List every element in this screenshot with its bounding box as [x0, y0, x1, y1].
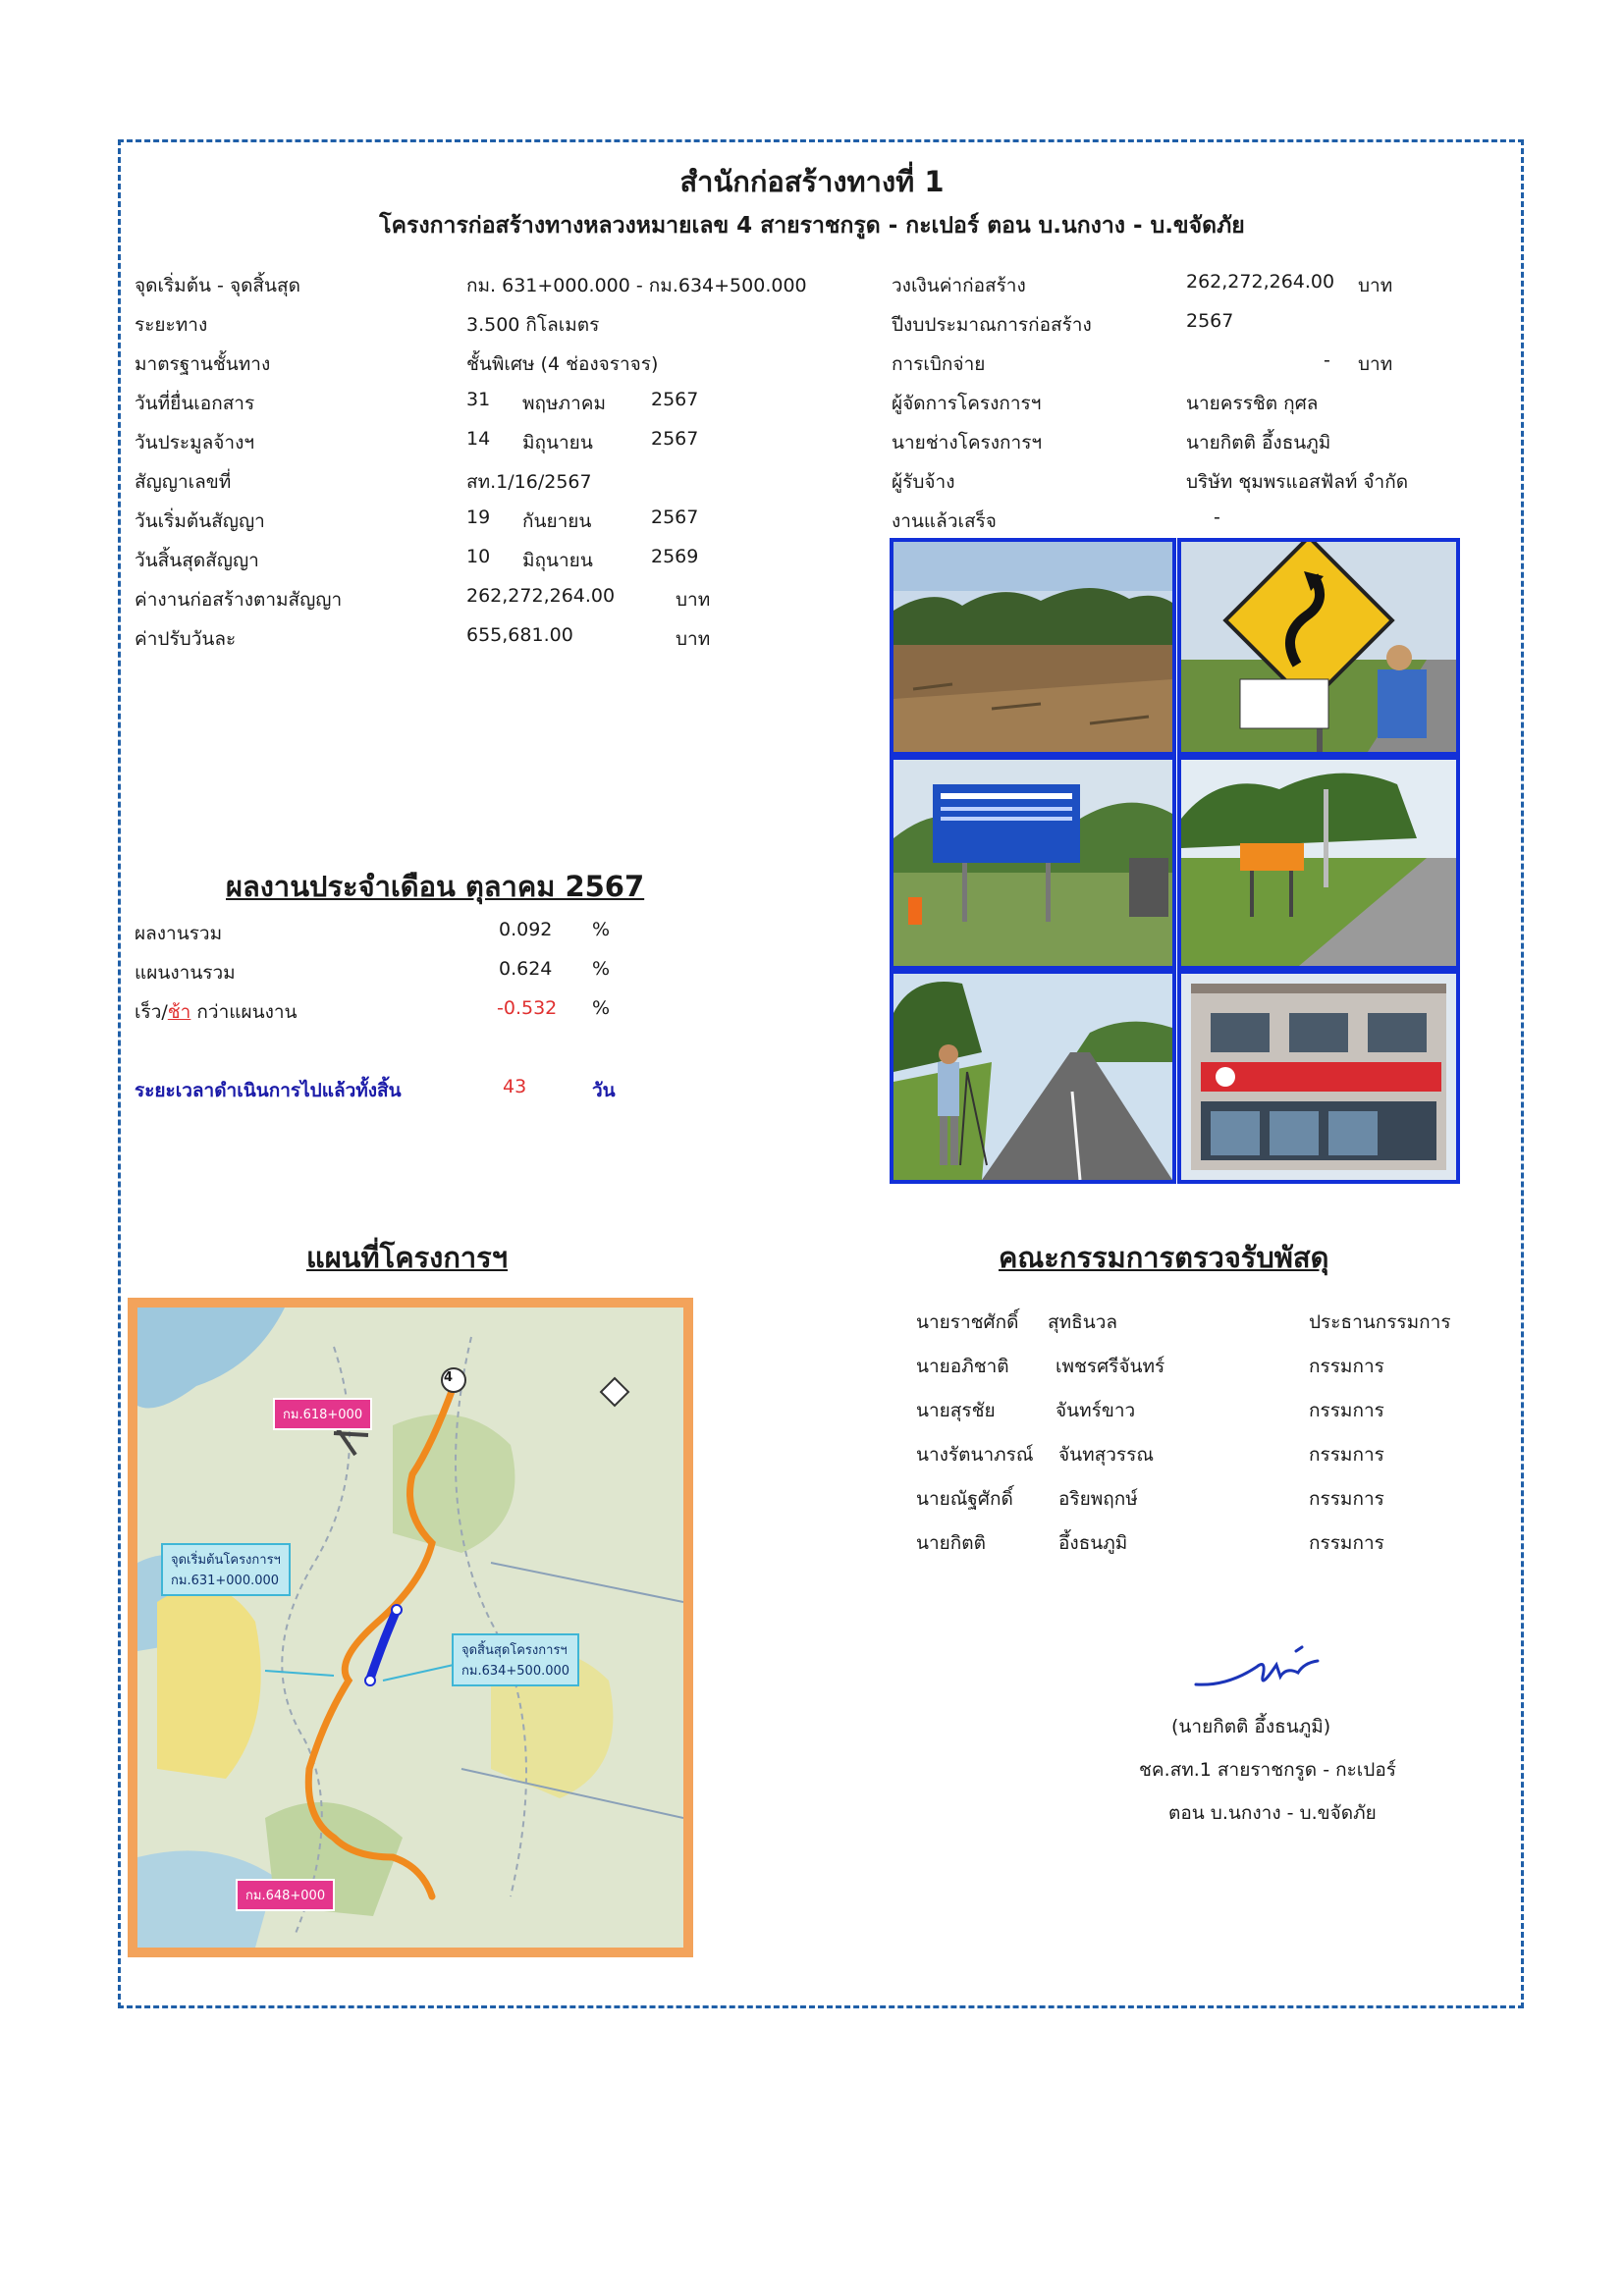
map-tag-end: [452, 1633, 579, 1686]
member-first-name: นายสุรชัย: [916, 1400, 996, 1421]
info-value: นายกิตติ อึ้งธนภูมิ: [1186, 432, 1331, 454]
page-title: สำนักก่อสร้างทางที่ 1: [679, 165, 945, 198]
info-value: 262,272,264.00: [466, 585, 616, 607]
info-year: 2567: [651, 507, 699, 528]
monthly-row-label: แผนงานรวม: [135, 962, 236, 984]
member-last-name: อริยพฤกษ์: [1058, 1488, 1138, 1510]
monthly-row-value: 0.092: [499, 919, 553, 940]
info-label: วงเงินค่าก่อสร้าง: [892, 275, 1026, 296]
monthly-row-unit: %: [592, 958, 611, 980]
monthly-diff-label: [135, 997, 298, 1027]
map-tag-top: กม.618+000: [273, 1398, 372, 1430]
map-heading: แผนที่โครงการฯ: [306, 1241, 509, 1274]
info-value: นายครรชิต กุศล: [1186, 393, 1319, 414]
info-value: ชั้นพิเศษ (4 ช่องจราจร): [466, 353, 659, 375]
map-drawing: [137, 1308, 683, 1948]
info-label: มาตรฐานชั้นทาง: [135, 353, 271, 375]
map-tag-start-line2: กม.631+000.000: [171, 1574, 280, 1588]
info-label: นายช่างโครงการฯ: [892, 432, 1043, 454]
member-last-name: สุทธินวล: [1048, 1311, 1118, 1333]
photo-roadside-sign: [1177, 756, 1460, 970]
info-day: 31: [466, 389, 491, 410]
info-label: ค่างานก่อสร้างตามสัญญา: [135, 589, 343, 611]
info-value: สท.1/16/2567: [466, 471, 592, 493]
member-role: ประธานกรรมการ: [1309, 1311, 1451, 1333]
handwritten-signature: [1188, 1637, 1335, 1696]
info-value: -: [1324, 349, 1330, 371]
photo-surveyor: [890, 970, 1176, 1184]
info-label: ค่าปรับวันละ: [135, 628, 237, 650]
info-label: ผู้จัดการโครงการฯ: [892, 393, 1042, 414]
info-value: 2567: [1186, 310, 1234, 332]
map-tag-end-line2: กม.634+500.000: [461, 1664, 570, 1679]
info-value: 655,681.00: [466, 624, 573, 646]
info-label: ระยะทาง: [135, 314, 208, 336]
monthly-row-unit: %: [592, 919, 611, 940]
map-tag-end-line1: จุดสิ้นสุดโครงการฯ: [461, 1643, 568, 1658]
info-value: บริษัท ชุมพรแอสฟัลท์ จำกัด: [1186, 471, 1409, 493]
info-label: วันที่ยื่นเอกสาร: [135, 393, 255, 414]
info-year: 2567: [651, 389, 699, 410]
diff-late: ช้า: [167, 1001, 191, 1023]
member-first-name: นางรัตนาภรณ์: [916, 1444, 1034, 1466]
info-label: สัญญาเลขที่: [135, 471, 232, 493]
info-day: 19: [466, 507, 491, 528]
member-first-name: นายราชศักดิ์: [916, 1311, 1019, 1333]
diff-suffix: กว่าแผนงาน: [190, 1001, 298, 1023]
member-role: กรรมการ: [1309, 1356, 1384, 1377]
elapsed-label: ระยะเวลาดำเนินการไปแล้วทั้งสิ้น: [135, 1080, 402, 1101]
info-day: 14: [466, 428, 491, 450]
monthly-heading: ผลงานประจำเดือน ตุลาคม 2567: [226, 870, 645, 903]
photo-curve-sign: [1177, 538, 1460, 756]
member-first-name: นายอภิชาติ: [916, 1356, 1009, 1377]
member-last-name: อึ้งธนภูมิ: [1058, 1532, 1128, 1554]
member-last-name: จันทร์ขาว: [1056, 1400, 1136, 1421]
photo-project-signboard: [890, 756, 1176, 970]
signer-section: ตอน บ.นกงาง - บ.ขจัดภัย: [1168, 1802, 1377, 1824]
info-unit: บาท: [1358, 353, 1393, 375]
member-role: กรรมการ: [1309, 1532, 1384, 1554]
info-label: วันเริ่มต้นสัญญา: [135, 510, 265, 532]
monthly-diff-unit: %: [592, 997, 611, 1019]
member-role: กรรมการ: [1309, 1444, 1384, 1466]
info-unit: บาท: [1358, 275, 1393, 296]
member-first-name: นายณัฐศักดิ์: [916, 1488, 1013, 1510]
project-title: โครงการก่อสร้างทางหลวงหมายเลข 4 สายราชกรูด - กะเปอร์ ตอน บ.นกงาง - บ.ขจัดภัย: [379, 213, 1245, 239]
info-label: ผู้รับจ้าง: [892, 471, 955, 493]
info-value: 262,272,264.00: [1186, 271, 1335, 293]
info-year: 2569: [651, 546, 699, 567]
diff-prefix: เร็ว/: [135, 1001, 168, 1023]
info-value: 3.500 กิโลเมตร: [466, 314, 600, 336]
member-last-name: จันทสุวรรณ: [1058, 1444, 1154, 1466]
info-day: 10: [466, 546, 491, 567]
info-unit: บาท: [676, 589, 711, 611]
info-value: -: [1214, 507, 1220, 528]
map-tag-bottom: กม.648+000: [236, 1879, 335, 1911]
committee-heading: คณะกรรมการตรวจรับพัสดุ: [999, 1241, 1329, 1274]
route-number: 4: [444, 1370, 454, 1385]
info-month: มิถุนายน: [522, 432, 593, 454]
info-label: ปีงบประมาณการก่อสร้าง: [892, 314, 1092, 336]
info-label: วันสิ้นสุดสัญญา: [135, 550, 259, 571]
signer-position: ชค.สท.1 สายราชกรูด - กะเปอร์: [1139, 1759, 1396, 1781]
member-role: กรรมการ: [1309, 1400, 1384, 1421]
member-last-name: เพชรศรีจันทร์: [1056, 1356, 1165, 1377]
photo-site-office: [1177, 970, 1460, 1184]
info-label: การเบิกจ่าย: [892, 353, 986, 375]
info-label: งานแล้วเสร็จ: [892, 510, 997, 532]
map-tag-start: [161, 1543, 291, 1596]
elapsed-unit: วัน: [592, 1080, 616, 1101]
info-value: กม. 631+000.000 - กม.634+500.000: [466, 275, 807, 296]
info-label: จุดเริ่มต้น - จุดสิ้นสุด: [135, 275, 300, 296]
map-tag-start-line1: จุดเริ่มต้นโครงการฯ: [171, 1553, 281, 1568]
info-year: 2567: [651, 428, 699, 450]
member-role: กรรมการ: [1309, 1488, 1384, 1510]
member-first-name: นายกิตติ: [916, 1532, 986, 1554]
photo-cleared-land: [890, 538, 1176, 756]
info-month: พฤษภาคม: [522, 393, 606, 414]
monthly-diff-value: -0.532: [497, 997, 558, 1019]
elapsed-value: 43: [503, 1076, 527, 1097]
monthly-row-value: 0.624: [499, 958, 553, 980]
info-label: วันประมูลจ้างฯ: [135, 432, 255, 454]
info-unit: บาท: [676, 628, 711, 650]
project-map: [128, 1298, 693, 1957]
signer-name: (นายกิตติ อึ้งธนภูมิ): [1171, 1716, 1331, 1737]
info-month: กันยายน: [522, 510, 592, 532]
monthly-row-label: ผลงานรวม: [135, 923, 223, 944]
info-month: มิถุนายน: [522, 550, 593, 571]
